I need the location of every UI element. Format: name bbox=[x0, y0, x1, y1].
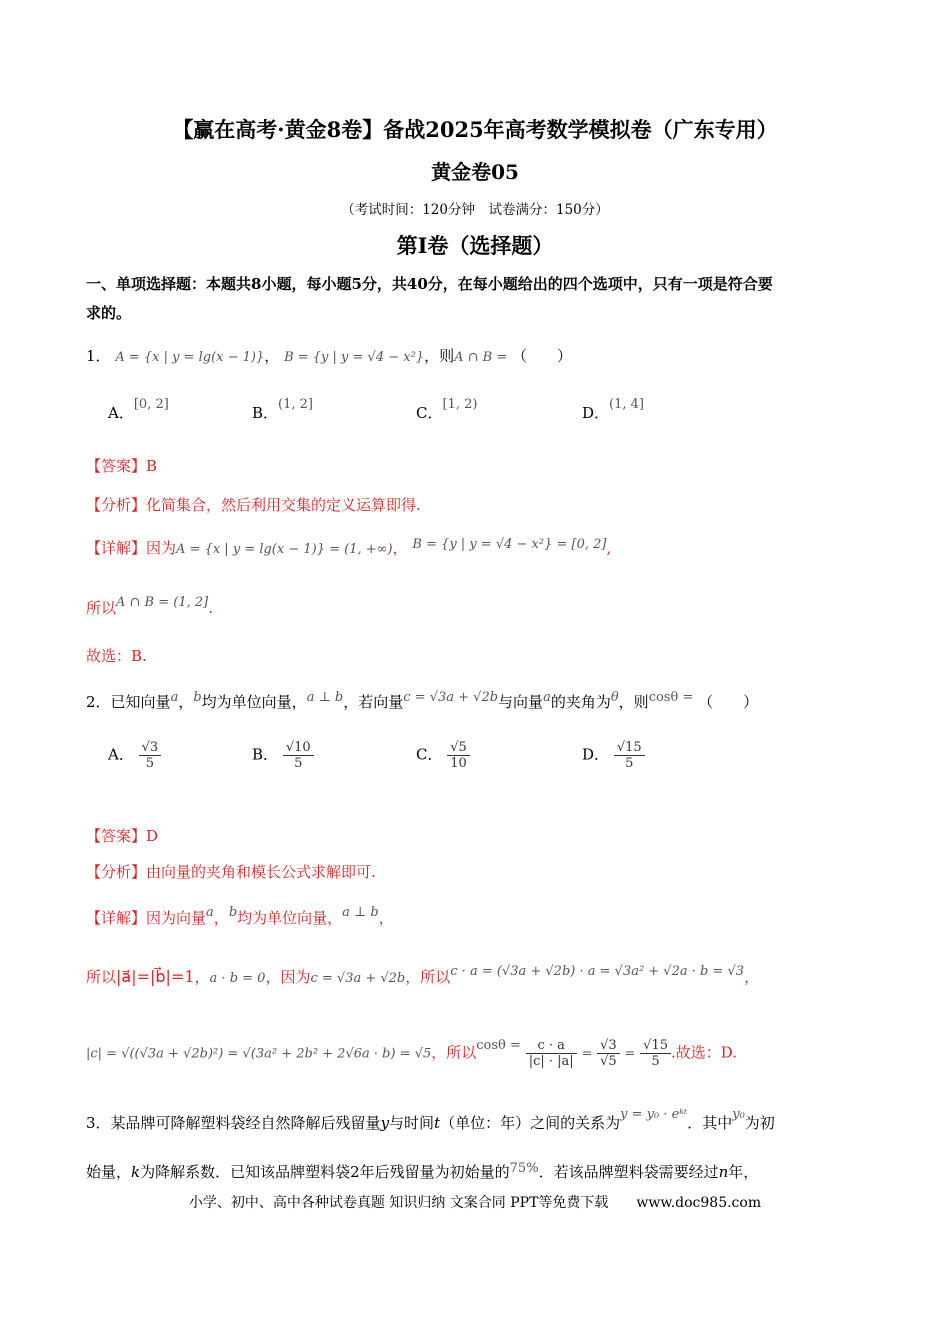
answer-blank: （ ） bbox=[698, 693, 759, 711]
q2-option-d bbox=[582, 740, 645, 771]
answer-value: D bbox=[146, 827, 159, 845]
section-instructions-line1: 一、单项选择题：本题共8小题，每小题5分，共40分，在每小题给出的四个选项中，只有一项是符合要 bbox=[86, 275, 773, 293]
question-2-stem bbox=[86, 691, 758, 712]
detail-text: ，所以 bbox=[405, 968, 451, 986]
cos-fraction-3 bbox=[640, 1038, 671, 1069]
modulus-c-expr: |c| = √((√3a + √2b)²) = √(3a² + 2b² + 2√6a · b) = √5 bbox=[86, 1046, 432, 1062]
option-fraction bbox=[614, 740, 645, 771]
fraction-denominator: 5 bbox=[625, 756, 634, 771]
vector-a: a bbox=[170, 690, 179, 705]
section-instructions-line2: 求的。 bbox=[86, 304, 132, 322]
analysis-tag: 【分析】 bbox=[86, 863, 147, 881]
answer-tag: 【答案】 bbox=[86, 827, 147, 845]
answer-tag: 【答案】 bbox=[86, 457, 147, 475]
question-number: 1． bbox=[86, 347, 111, 365]
q2-choice: .故选：D. bbox=[670, 1043, 738, 1062]
intersection-result: A ∩ B = (1, 2] bbox=[116, 595, 209, 610]
q1-conclusion bbox=[86, 597, 213, 618]
cos-fraction-1 bbox=[526, 1038, 577, 1069]
vector-b: b bbox=[193, 690, 202, 705]
fraction-numerator: √15 bbox=[640, 1038, 671, 1054]
option-value: (1, 2] bbox=[278, 397, 313, 412]
option-label: B． bbox=[252, 404, 279, 422]
detail-text: 因为向量 bbox=[146, 909, 207, 927]
detail-text: ，因为 bbox=[265, 968, 311, 986]
q2-answer bbox=[86, 825, 158, 846]
paper-subtitle: 黄金卷05 bbox=[431, 160, 519, 184]
cos-fraction-2 bbox=[597, 1038, 620, 1069]
intersection-expression: A ∩ B = bbox=[454, 350, 508, 365]
question-3-stem-line1 bbox=[86, 1107, 775, 1133]
stem-text: ，若向量 bbox=[343, 693, 404, 711]
stem-text: ．其中 bbox=[687, 1114, 733, 1132]
question-3-stem-line2 bbox=[86, 1161, 758, 1182]
q2-option-c bbox=[416, 740, 470, 771]
option-fraction bbox=[283, 740, 314, 771]
percentage-value: 75% bbox=[509, 1161, 539, 1176]
option-label: A． bbox=[108, 404, 134, 422]
punctuation: ， bbox=[392, 539, 408, 557]
q1-option-b bbox=[252, 397, 313, 423]
fraction-numerator: c · a bbox=[526, 1038, 577, 1054]
variable-y: y bbox=[380, 1114, 390, 1132]
fraction-numerator: √5 bbox=[447, 740, 470, 756]
option-fraction bbox=[139, 740, 162, 771]
detail-tag: 【详解】 bbox=[86, 909, 147, 927]
detail-text: 所以 bbox=[86, 968, 117, 986]
exam-info: （考试时间：120分钟 试卷满分：150分） bbox=[341, 202, 609, 218]
option-value: (1, 4] bbox=[609, 397, 644, 412]
q1-analysis bbox=[86, 494, 421, 515]
q2-option-b bbox=[252, 740, 314, 771]
option-label: B． bbox=[252, 745, 279, 764]
q2-analysis bbox=[86, 861, 376, 882]
stem-text: 与时间 bbox=[389, 1114, 435, 1132]
part-heading: 第I卷（选择题） bbox=[396, 233, 554, 258]
vector-b: b bbox=[228, 905, 238, 920]
vector-c-definition: c = √3a + √2b bbox=[403, 690, 499, 705]
option-label: D． bbox=[582, 745, 610, 764]
answer-value: B bbox=[146, 457, 158, 475]
punctuation: ， bbox=[194, 968, 210, 986]
fraction-denominator: √5 bbox=[600, 1054, 617, 1069]
punctuation: , bbox=[606, 539, 612, 557]
detail-set-a: A = {x | y = lg(x − 1)} = (1, +∞) bbox=[176, 542, 393, 557]
option-label: A． bbox=[108, 745, 134, 764]
perpendicular-expr: a ⊥ b bbox=[306, 690, 344, 705]
dot-product-c-a: c · a = (√3a + √2b) · a = √3a² + √2a · b = √3 bbox=[450, 964, 745, 979]
punctuation: ， bbox=[378, 909, 394, 927]
equals-sign: = bbox=[581, 1046, 593, 1062]
page-footer: 小学、初中、高中各种试卷真题 知识归纳 文案合同 PPT等免费下载 www.doc985.com bbox=[188, 1195, 762, 1211]
option-label: C． bbox=[416, 745, 443, 764]
cos-theta-expr: cosθ = bbox=[648, 690, 694, 705]
detail-text: ，所以 bbox=[431, 1043, 477, 1062]
fraction-denominator: |c| · |a| bbox=[528, 1054, 574, 1069]
stem-text: 年， bbox=[728, 1163, 759, 1181]
stem-text: 为降解系数．已知该品牌塑料袋2年后残留量为初始量的 bbox=[140, 1163, 510, 1181]
punctuation: ， bbox=[264, 347, 280, 365]
punctuation: ， bbox=[213, 909, 229, 927]
q1-option-c bbox=[416, 397, 478, 423]
cos-theta-expr: cosθ = bbox=[476, 1037, 521, 1053]
dot-product-zero: a · b = 0 bbox=[209, 971, 266, 986]
stem-text: 为初 bbox=[744, 1114, 775, 1132]
decay-formula: y = y₀ · eᵏᵗ bbox=[620, 1107, 688, 1122]
set-b-expression: B = {y | y = √4 − x²} bbox=[284, 350, 425, 365]
option-label: D． bbox=[582, 404, 610, 422]
detail-text: 均为单位向量， bbox=[237, 909, 343, 927]
detail-tag: 【详解】 bbox=[86, 539, 147, 557]
q2-derivation-line2 bbox=[86, 1038, 737, 1069]
fraction-denominator: 5 bbox=[145, 756, 155, 771]
vector-a: a bbox=[206, 905, 214, 920]
fraction-numerator: √3 bbox=[139, 740, 162, 756]
answer-blank: （ ） bbox=[512, 347, 573, 365]
punctuation: ， bbox=[178, 693, 194, 711]
q1-option-a bbox=[108, 397, 169, 423]
stem-text: ，则 bbox=[424, 347, 455, 365]
q2-detail bbox=[86, 907, 394, 928]
punctuation: ， bbox=[744, 968, 760, 986]
vector-a: a bbox=[543, 690, 551, 705]
q2-option-a bbox=[108, 740, 161, 771]
fraction-numerator: √3 bbox=[597, 1038, 620, 1054]
detail-text: 因为 bbox=[146, 539, 177, 557]
fraction-numerator: √15 bbox=[614, 740, 645, 756]
variable-n: n bbox=[718, 1163, 729, 1181]
analysis-tag: 【分析】 bbox=[86, 496, 147, 514]
stem-text: （单位：年）之间的关系为 bbox=[440, 1114, 621, 1132]
punctuation: . bbox=[208, 599, 214, 617]
q2-derivation-line1 bbox=[86, 966, 759, 987]
option-label: C． bbox=[416, 404, 443, 422]
detail-set-b: B = {y | y = √4 − x²} = [0, 2] bbox=[412, 537, 607, 552]
analysis-text: 化简集合，然后利用交集的定义运算即得. bbox=[146, 496, 421, 514]
stem-text: 与向量 bbox=[498, 693, 544, 711]
option-value: [1, 2) bbox=[442, 397, 478, 412]
stem-text: 的夹角为 bbox=[550, 693, 611, 711]
detail-text: 所以 bbox=[86, 599, 117, 617]
q1-choice: 故选：B. bbox=[86, 647, 147, 665]
page-title: 【赢在高考·黄金8卷】备战2025年高考数学模拟卷（广东专用） bbox=[172, 117, 778, 142]
fraction-numerator: √10 bbox=[283, 740, 314, 756]
question-number: 3． bbox=[86, 1114, 111, 1132]
vector-c-definition: c = √3a + √2b bbox=[310, 971, 406, 986]
angle-theta: θ bbox=[610, 690, 619, 705]
fraction-denominator: 5 bbox=[651, 1054, 660, 1069]
question-number: 2． bbox=[86, 693, 111, 711]
q1-detail bbox=[86, 537, 611, 558]
variable-y0: y₀ bbox=[732, 1107, 745, 1122]
fraction-denominator: 10 bbox=[450, 756, 467, 771]
variable-t: t bbox=[434, 1114, 441, 1132]
stem-text: 某品牌可降解塑料袋经自然降解后残留量 bbox=[110, 1114, 381, 1132]
stem-text: 均为单位向量， bbox=[201, 693, 307, 711]
analysis-text: 由向量的夹角和模长公式求解即可. bbox=[146, 863, 376, 881]
equals-sign: = bbox=[624, 1046, 636, 1062]
set-a-expression: A = {x | y = lg(x − 1)} bbox=[115, 350, 265, 365]
variable-k: k bbox=[131, 1163, 141, 1181]
option-fraction bbox=[447, 740, 470, 771]
option-value: [0, 2] bbox=[133, 397, 169, 412]
q1-answer bbox=[86, 455, 157, 476]
stem-text: ，则 bbox=[618, 693, 649, 711]
stem-text: 已知向量 bbox=[110, 693, 171, 711]
perpendicular-expr: a ⊥ b bbox=[342, 905, 379, 920]
stem-text: 始量， bbox=[86, 1163, 132, 1181]
stem-text: ．若该品牌塑料袋需要经过 bbox=[538, 1163, 719, 1181]
unit-modulus-expr: |a⃗|=|b⃗|=1 bbox=[116, 967, 195, 986]
fraction-denominator: 5 bbox=[294, 756, 303, 771]
q1-option-d bbox=[582, 397, 644, 423]
question-1-stem bbox=[86, 345, 572, 366]
